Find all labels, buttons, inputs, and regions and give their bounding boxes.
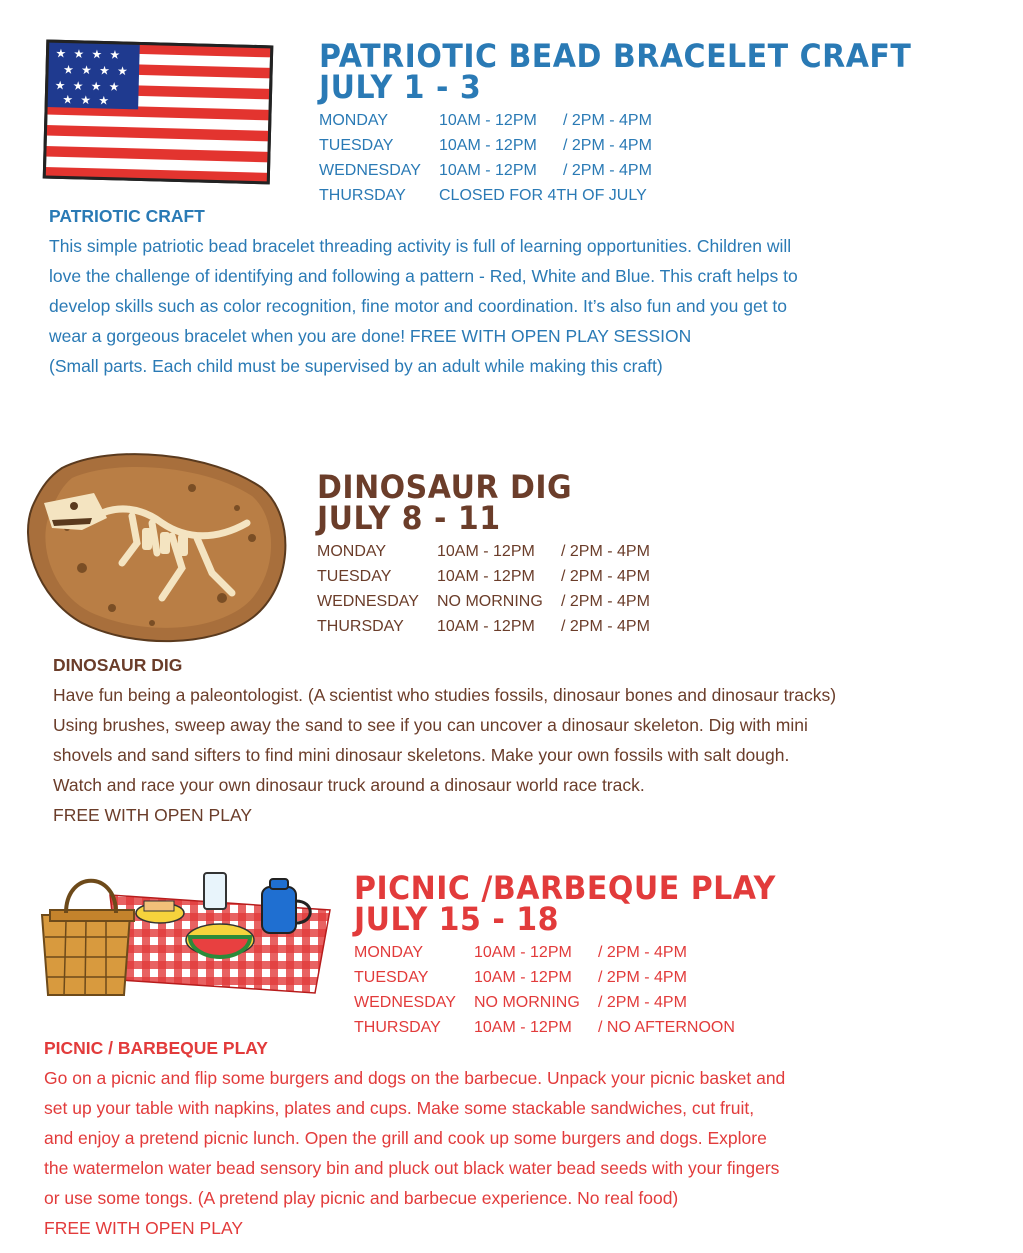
schedule-row: TUESDAY 10AM - 12PM / 2PM - 4PM [354, 969, 687, 986]
american-flag-icon [40, 38, 280, 193]
svg-text:★: ★ [108, 79, 120, 94]
description-line: Watch and race your own dinosaur truck around a dinosaur world race track. [53, 775, 645, 795]
svg-text:★: ★ [109, 47, 121, 62]
svg-text:★: ★ [98, 63, 111, 78]
description-line: (Small parts. Each child must be supervised by an adult while making this craft) [49, 356, 663, 376]
dinosaur-description [53, 650, 836, 830]
svg-text:★: ★ [91, 47, 103, 62]
event-subtitle: PICNIC / BARBEQUE PLAY [44, 1038, 268, 1058]
description-line: Have fun being a paleontologist. (A scientist who studies fossils, dinosaur bones and dinosaur tracks) [53, 685, 837, 705]
schedule-row: TUESDAY 10AM - 12PM / 2PM - 4PM [317, 568, 650, 585]
schedule-row: WEDNESDAY 10AM - 12PM / 2PM - 4PM [319, 162, 652, 179]
event-dates: JULY 1 - 3 [319, 68, 482, 107]
description-line: FREE WITH OPEN PLAY [44, 1218, 244, 1238]
schedule [319, 108, 911, 208]
description-line: Using brushes, sweep away the sand to see if you can uncover a dinosaur skeleton. Dig with mini [53, 715, 808, 735]
event-dates: JULY 15 - 18 [354, 900, 559, 939]
svg-text:★: ★ [116, 63, 129, 79]
picnic-basket-icon [30, 865, 340, 1010]
schedule [354, 940, 776, 1040]
dinosaur-fossil-icon [22, 448, 294, 653]
picnic-header [354, 869, 776, 1040]
schedule-row: MONDAY 10AM - 12PM / 2PM - 4PM [354, 944, 687, 961]
patriotic-description [49, 201, 798, 381]
description-line: This simple patriotic bead bracelet threading activity is full of learning opportunities. Children will [49, 236, 792, 256]
svg-text:★: ★ [62, 62, 75, 77]
svg-text:★: ★ [98, 93, 110, 108]
description-line: FREE WITH OPEN PLAY [53, 805, 253, 825]
svg-text:★: ★ [54, 78, 66, 93]
patriotic-header [319, 37, 912, 208]
event-title: PATRIOTIC BEAD BRACELET CRAFT [319, 37, 912, 76]
description-line: and enjoy a pretend picnic lunch. Open the grill and cook up some burgers and dogs. Explore [44, 1128, 767, 1148]
picnic-description [44, 1033, 785, 1243]
description-line: wear a gorgeous bracelet when you are done! FREE WITH OPEN PLAY SESSION [49, 326, 692, 346]
svg-text:★: ★ [55, 46, 67, 61]
schedule-row: TUESDAY 10AM - 12PM / 2PM - 4PM [319, 137, 652, 154]
description-line: develop skills such as color recognition, fine motor and coordination. It’s also fun and you get to [49, 296, 788, 316]
schedule [317, 539, 650, 639]
schedule-row: MONDAY 10AM - 12PM / 2PM - 4PM [319, 112, 652, 129]
description-line: or use some tongs. (A pretend play picnic and barbecue experience. No real food) [44, 1188, 679, 1208]
event-dates: JULY 8 - 11 [317, 499, 501, 538]
svg-text:★: ★ [90, 79, 102, 94]
event-title: PICNIC /BARBEQUE PLAY [354, 869, 776, 908]
event-title: DINOSAUR DIG [317, 468, 573, 507]
svg-text:★: ★ [73, 46, 85, 61]
event-subtitle: PATRIOTIC CRAFT [49, 206, 205, 226]
description-line: Go on a picnic and flip some burgers and dogs on the barbecue. Unpack your picnic basket and [44, 1068, 786, 1088]
dinosaur-header [317, 468, 650, 639]
schedule-row: WEDNESDAY NO MORNING / 2PM - 4PM [317, 593, 650, 610]
schedule-row: THURSDAY 10AM - 12PM / NO AFTERNOON [354, 1019, 735, 1036]
description-line: shovels and sand sifters to find mini dinosaur skeletons. Make your own fossils with salt dough. [53, 745, 790, 765]
description-line: set up your table with napkins, plates and cups. Make some stackable sandwiches, cut fruit, [44, 1098, 755, 1118]
description-line: the watermelon water bead sensory bin and pluck out black water bead seeds with your fingers [44, 1158, 780, 1178]
schedule-row: THURSDAY 10AM - 12PM / 2PM - 4PM [317, 618, 650, 635]
schedule-row: MONDAY 10AM - 12PM / 2PM - 4PM [317, 543, 650, 560]
schedule-row: WEDNESDAY NO MORNING / 2PM - 4PM [354, 994, 687, 1011]
svg-text:★: ★ [80, 92, 92, 108]
svg-text:★: ★ [62, 92, 74, 107]
schedule-row: THURSDAY CLOSED FOR 4TH OF JULY [319, 187, 647, 204]
description-line: love the challenge of identifying and following a pattern - Red, White and Blue. This craft helps to [49, 266, 798, 286]
event-subtitle: DINOSAUR DIG [53, 655, 183, 675]
svg-text:★: ★ [72, 78, 84, 93]
svg-text:★: ★ [80, 62, 93, 78]
